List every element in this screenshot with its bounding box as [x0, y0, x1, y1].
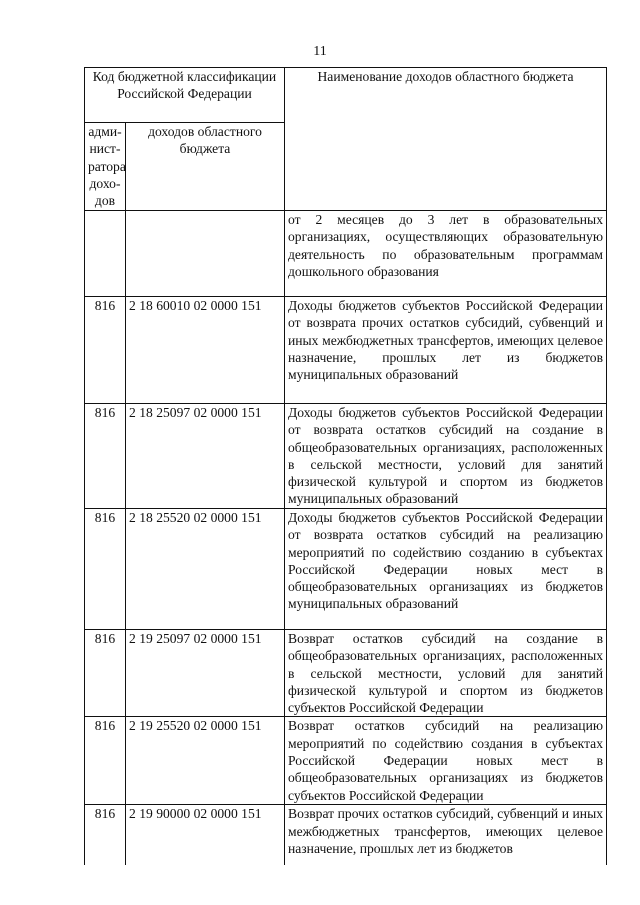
revenue-code-column-header: доходов областного бюджета	[126, 123, 285, 211]
name-cell: Возврат остатков субсидий на реализацию мероприятий по содействию создания в субъектах Российской Федерации новых мест в общеобразовательных организациях из бюджетов субъектов Российской Федерации	[285, 717, 607, 805]
table-row	[85, 717, 607, 805]
name-cell: Доходы бюджетов субъектов Российской Федерации от возврата остатков субсидий на реализацию мероприятий по содействию созданию в субъектах Российской Федерации новых мест в общеобразовательных организациях из бюджетов муниципальных образований	[285, 509, 607, 630]
code-cell: 2 18 60010 02 0000 151	[126, 297, 285, 404]
admin-cell: 816	[85, 630, 126, 717]
table-row	[85, 805, 607, 865]
budget-classification-table	[84, 67, 607, 865]
admin-cell: 816	[85, 805, 126, 865]
table-row	[85, 630, 607, 717]
name-cell: от 2 месяцев до 3 лет в образовательных организациях, осуществляющих образовательную деятельность по образовательным программам дошкольного образования	[285, 211, 607, 297]
code-cell	[126, 211, 285, 297]
admin-cell: 816	[85, 297, 126, 404]
admin-cell	[85, 211, 126, 297]
table-row	[85, 404, 607, 509]
code-cell: 2 18 25097 02 0000 151	[126, 404, 285, 509]
admin-cell: 816	[85, 509, 126, 630]
code-cell: 2 19 25520 02 0000 151	[126, 717, 285, 805]
page-number: 11	[313, 44, 327, 59]
name-cell: Возврат остатков субсидий на создание в общеобразовательных организациях, расположенных в сельской местности, условий для занятий физической культурой и спортом из бюджетов субъектов Российской Федерации	[285, 630, 607, 717]
table-row	[85, 297, 607, 404]
name-cell: Доходы бюджетов субъектов Российской Федерации от возврата остатков субсидий на создание в общеобразовательных организациях, расположенных в сельской местности, условий для занятий физической культурой и спортом из бюджетов муниципальных образований	[285, 404, 607, 509]
admin-cell: 816	[85, 717, 126, 805]
code-cell: 2 19 90000 02 0000 151	[126, 805, 285, 865]
name-cell: Доходы бюджетов субъектов Российской Федерации от возврата прочих остатков субсидий, субвенций и иных межбюджетных трансфертов, имеющих целевое назначение, прошлых лет из бюджетов муниципальных образований	[285, 297, 607, 404]
table-row-continuation	[85, 211, 607, 297]
revenue-name-header: Наименование доходов областного бюджета	[285, 68, 607, 211]
code-cell: 2 19 25097 02 0000 151	[126, 630, 285, 717]
name-cell: Возврат прочих остатков субсидий, субвенций и иных межбюджетных трансфертов, имеющих целевое назначение, прошлых лет из бюджетов	[285, 805, 607, 865]
table-row	[85, 509, 607, 630]
administrator-column-header: адми-нист-ратора дохо-дов	[85, 123, 126, 211]
budget-code-group-header: Код бюджетной классификации Российской Федерации	[85, 68, 285, 123]
admin-cell: 816	[85, 404, 126, 509]
code-cell: 2 18 25520 02 0000 151	[126, 509, 285, 630]
